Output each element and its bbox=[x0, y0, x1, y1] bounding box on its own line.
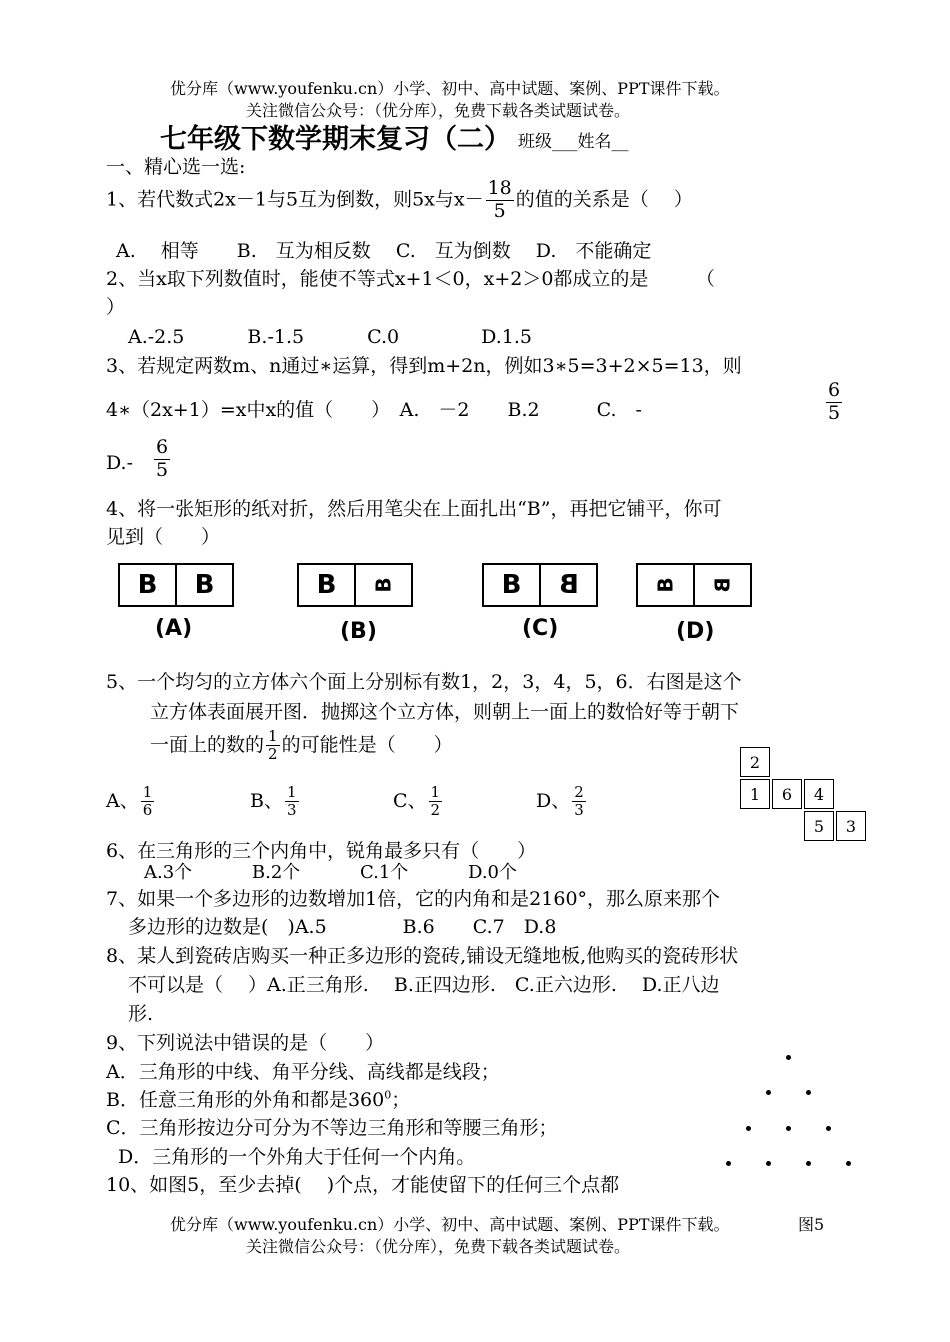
option-d-figure bbox=[636, 563, 752, 607]
dot bbox=[766, 1161, 771, 1166]
frac-num: 1 bbox=[430, 783, 441, 801]
frac-num: 1 bbox=[286, 783, 297, 801]
figure-label-d: (D) bbox=[676, 619, 715, 644]
question-1 bbox=[106, 178, 693, 223]
question-9: 9、下列说法中错误的是（ ） bbox=[106, 1032, 385, 1054]
q5-option-d bbox=[536, 784, 588, 820]
page-title: 七年级下数学期末复习（二） bbox=[160, 124, 511, 155]
q5-option-a bbox=[106, 784, 156, 820]
dot bbox=[786, 1126, 791, 1131]
dot bbox=[846, 1161, 851, 1166]
question-4-line-1: 4、将一张矩形的纸对折，然后用笔尖在上面扎出“B”，再把它铺平，你可 bbox=[106, 498, 722, 520]
section-heading: 一、精心选一选: bbox=[106, 156, 246, 178]
q5-text-3b: 的可能性是（ ） bbox=[281, 733, 453, 756]
option-c-figure bbox=[482, 563, 598, 607]
q1-options: A. 相等 B. 互为相反数 C. 互为倒数 D. 不能确定 bbox=[116, 240, 652, 262]
q5-half-fraction bbox=[266, 728, 280, 764]
letter-b: B bbox=[501, 570, 522, 600]
question-7-line-2: 多边形的边数是( )A.5 B.6 C.7 D.8 bbox=[128, 916, 557, 938]
option-b-figure bbox=[297, 563, 413, 607]
option-a-label: A、 bbox=[106, 789, 139, 812]
q3-frac-d-num: 6 bbox=[156, 436, 169, 458]
question-5-line-3 bbox=[150, 728, 453, 764]
frac-num: 2 bbox=[574, 783, 584, 801]
net-face: 4 bbox=[804, 779, 834, 809]
figure-label-a: (A) bbox=[155, 616, 193, 641]
dot bbox=[726, 1161, 731, 1166]
net-face: 1 bbox=[740, 779, 770, 809]
letter-b-mirrored bbox=[539, 565, 596, 605]
question-3-line-2: 4∗（2x+1）=x中x的值（ ） A. －2 B.2 C. - bbox=[106, 399, 642, 421]
figure-label-c: (C) bbox=[522, 616, 559, 641]
q1-fraction bbox=[486, 178, 514, 223]
q9-option-b bbox=[106, 1085, 410, 1112]
question-4-line-2: 见到（ ） bbox=[106, 526, 221, 548]
q9-option-a: A．三角形的中线、角平分线、高线都是线段； bbox=[106, 1061, 500, 1083]
letter-b-rotated-mirrored bbox=[693, 565, 750, 605]
header-line-1: 优分库（www.youfenku.cn）小学、初中、高中试题、案例、PPT课件下载。 bbox=[170, 79, 730, 98]
dot bbox=[766, 1090, 771, 1095]
frac-den: 6 bbox=[142, 801, 153, 820]
rotated-b: B bbox=[371, 577, 396, 593]
dot bbox=[746, 1126, 751, 1131]
dot bbox=[786, 1055, 791, 1060]
footer-line-1: 优分库（www.youfenku.cn）小学、初中、高中试题、案例、PPT课件下载。 bbox=[170, 1215, 730, 1234]
frac-den: 3 bbox=[574, 801, 584, 820]
frac-num: 1 bbox=[142, 783, 153, 801]
half-den: 2 bbox=[268, 745, 278, 764]
question-8-line-2: 不可以是（ ）A.正三角形. B.正四边形. C.正六边形. D.正八边 bbox=[128, 974, 720, 996]
option-a-figure bbox=[118, 563, 234, 607]
letter-b: B bbox=[137, 570, 158, 600]
q3-frac-den: 5 bbox=[828, 401, 841, 424]
dot bbox=[826, 1126, 831, 1131]
q3-fraction-d bbox=[152, 437, 172, 482]
figure-5-caption: 图5 bbox=[798, 1215, 825, 1234]
letter-b-rotated bbox=[638, 565, 693, 605]
q1-text-b: 的值的关系是（ ） bbox=[515, 188, 693, 211]
question-7-line-1: 7、如果一个多边形的边数增加1倍，它的内角和是2160°，那么原来那个 bbox=[106, 888, 721, 910]
dot bbox=[806, 1161, 811, 1166]
question-5-line-2: 立方体表面展开图．抛掷这个立方体，则朝上一面上的数恰好等于朝下 bbox=[150, 701, 740, 723]
letter-b: B bbox=[316, 570, 337, 600]
q9-b-text: B．任意三角形的外角和都是360 bbox=[106, 1089, 385, 1111]
half-num: 1 bbox=[268, 727, 278, 745]
footer-line-2: 关注微信公众号：（优分库），免费下载各类试题试卷。 bbox=[246, 1237, 631, 1256]
q3-frac-num: 6 bbox=[828, 379, 841, 401]
net-face: 5 bbox=[804, 811, 834, 841]
figure-label-b: (B) bbox=[340, 619, 377, 644]
q3-fraction-c bbox=[824, 380, 844, 425]
net-face: 2 bbox=[740, 747, 770, 777]
q1-text-a: 1、若代数式2x－1与5互为倒数，则5x与x－ bbox=[106, 188, 484, 211]
q2-options: A.-2.5 B.-1.5 C.0 D.1.5 bbox=[128, 326, 532, 348]
option-c-label: C、 bbox=[393, 789, 427, 812]
question-5-line-1: 5、一个均匀的立方体六个面上分别标有数1，2，3，4，5，6．右图是这个 bbox=[106, 671, 742, 693]
net-face: 6 bbox=[772, 779, 802, 809]
question-10: 10、如图5，至少去掉( )个点，才能使留下的任何三个点都 bbox=[106, 1174, 620, 1196]
q5-text-3a: 一面上的数的 bbox=[150, 733, 265, 756]
q2-closing: ） bbox=[106, 296, 126, 318]
rotated-b: B bbox=[653, 577, 678, 593]
dot bbox=[806, 1090, 811, 1095]
question-2: 2、当x取下列数值时，能使不等式x+1＜0，x+2＞0都成立的是 （ bbox=[106, 268, 715, 290]
mirrored-b: B bbox=[558, 570, 579, 600]
class-name-fields: 班级___姓名__ bbox=[518, 132, 629, 152]
frac-den: 3 bbox=[286, 801, 297, 820]
option-b-label: B、 bbox=[250, 789, 283, 812]
q1-frac-num: 18 bbox=[487, 177, 512, 199]
q1-frac-den: 5 bbox=[493, 199, 506, 222]
q9-option-d: D．三角形的一个外角大于任何一个内角。 bbox=[118, 1146, 476, 1168]
q3-frac-d-den: 5 bbox=[156, 458, 169, 481]
question-3-line-1: 3、若规定两数m、n通过∗运算，得到m+2n，例如3∗5=3+2×5=13，则 bbox=[106, 355, 742, 377]
question-8-line-1: 8、某人到瓷砖店购买一种正多边形的瓷砖,铺设无缝地板,他购买的瓷砖形状 bbox=[106, 945, 739, 967]
q5-option-c bbox=[393, 784, 444, 820]
q6-options: A.3个 B.2个 C.1个 D.0个 bbox=[144, 862, 518, 883]
frac-den: 2 bbox=[430, 801, 441, 820]
q5-option-b bbox=[250, 784, 301, 820]
q9-option-c: C．三角形按边分可分为不等边三角形和等腰三角形； bbox=[106, 1117, 558, 1139]
option-d-label: D、 bbox=[536, 789, 571, 812]
header-line-2: 关注微信公众号：（优分库），免费下载各类试题试卷。 bbox=[246, 101, 631, 120]
q9-b-end: ； bbox=[391, 1089, 411, 1111]
letter-b: B bbox=[175, 565, 232, 605]
letter-b-rotated bbox=[354, 565, 411, 605]
degree-sup: 0 bbox=[384, 1088, 392, 1102]
rotated-mirrored-b: B bbox=[710, 577, 735, 593]
net-face: 3 bbox=[836, 811, 866, 841]
question-6: 6、在三角形的三个内角中，锐角最多只有（ ） bbox=[106, 840, 537, 862]
q3-option-d: D.- bbox=[106, 452, 134, 474]
question-8-line-3: 形. bbox=[128, 1003, 154, 1025]
